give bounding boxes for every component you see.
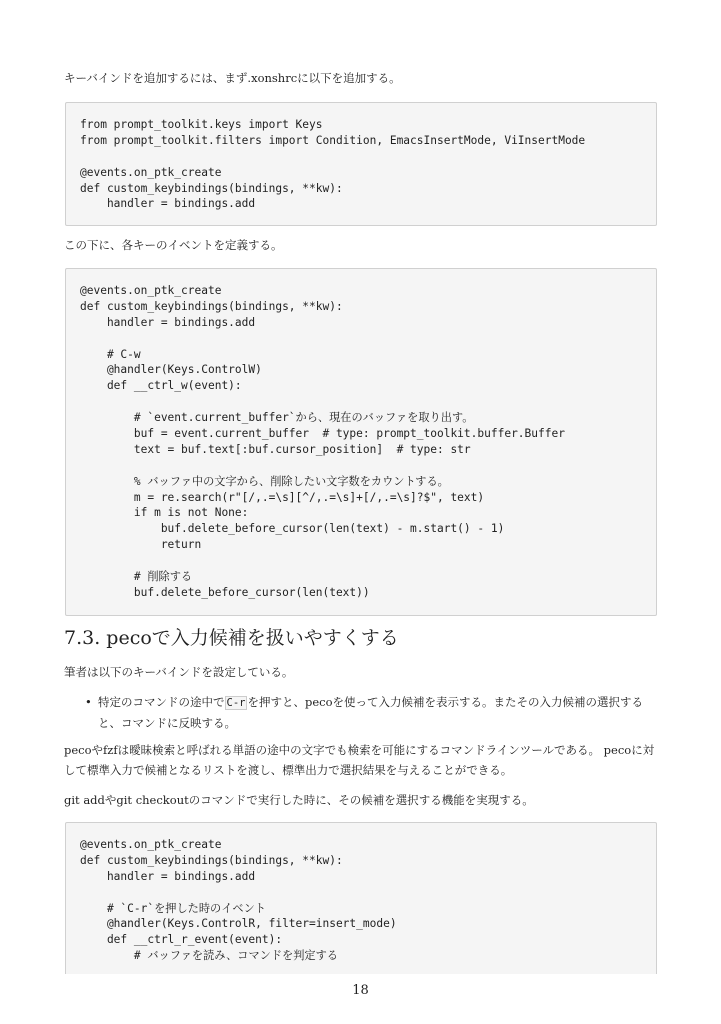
paragraph-author-keybindings: 筆者は以下のキーバインドを設定している。 (64, 665, 294, 679)
code-line (80, 331, 642, 347)
bullet-text-before: 特定のコマンドの途中で (98, 695, 225, 709)
code-line: buf.delete_before_cursor(len(text)) (80, 585, 370, 599)
code-line: handler = bindings.add (80, 869, 256, 883)
code-line (80, 394, 642, 410)
bullet-text (98, 692, 662, 733)
code-line: def custom_keybindings(bindings, **kw): (80, 853, 343, 867)
code-line: def __ctrl_w(event): (80, 379, 242, 393)
code-line (80, 458, 642, 474)
code-line: # 削除する (80, 570, 193, 584)
paragraph-git-feature: git addやgit checkoutのコマンドで実行した時に、その候補を選択する機能を実現する。 (64, 793, 534, 807)
paragraph-define-events: この下に、各キーのイベントを定義する。 (64, 238, 283, 252)
code-block-ctrl-r (65, 822, 657, 974)
code-line: @handler(Keys.ControlW) (80, 363, 262, 377)
code-line: @events.on_ptk_create (80, 838, 222, 851)
code-line: @handler(Keys.ControlR, filter=insert_mode) (80, 917, 397, 931)
code-line: handler = bindings.add (80, 197, 256, 211)
bullet-marker: • (85, 695, 92, 709)
code-line: m = re.search(r"[/,.=\s][^/,.=\s]+[/,.=\s]?$", text) (80, 490, 485, 504)
code-line: handler = bindings.add (80, 315, 256, 329)
code-line (80, 885, 642, 901)
code-line (80, 553, 642, 569)
code-block-imports (65, 102, 657, 226)
code-line: % バッファ中の文字から、削除したい文字数をカウントする。 (80, 474, 449, 488)
code-line: def __ctrl_r_event(event): (80, 933, 283, 947)
code-line: # バッファを読み、コマンドを判定する (80, 949, 338, 963)
code-line: @events.on_ptk_create (80, 165, 222, 179)
bullet-text-after: を押すと、pecoを使って入力候補を表示する。またその入力候補の選択すると、コマンドに反映する。 (98, 695, 643, 730)
code-line: text = buf.text[:buf.cursor_position] # type: str (80, 442, 471, 456)
inline-code-ctrl-r: C-r (226, 697, 246, 709)
code-line: # `C-r`を押した時のイベント (80, 901, 266, 915)
code-line: buf = event.current_buffer # type: prompt_toolkit.buffer.Buffer (80, 427, 565, 441)
code-block-ctrl-w (65, 268, 657, 616)
code-line: def custom_keybindings(bindings, **kw): (80, 299, 343, 313)
code-line: # `event.current_buffer`から、現在のバッファを取り出す。 (80, 411, 474, 425)
paragraph-peco-description: pecoやfzfは曖昧検索と呼ばれる単語の途中の文字でも検索を可能にするコマンドラインツールである。 pecoに対して標準入力で候補となるリストを渡し、標準出力で選択結果を与えることができる。 (64, 743, 655, 777)
code-line: buf.delete_before_cursor(len(text) - m.start() - 1) (80, 522, 505, 536)
code-line: # C-w (80, 347, 141, 361)
code-line: def custom_keybindings(bindings, **kw): (80, 181, 343, 195)
code-line: @events.on_ptk_create (80, 284, 222, 297)
list-item (64, 692, 662, 733)
section-heading: 7.3. pecoで入力候補を扱いやすくする (64, 627, 399, 649)
code-line: from prompt_toolkit.filters import Condition, EmacsInsertMode, ViInsertMode (80, 133, 586, 147)
paragraph-keybinding-intro: キーバインドを追加するには、まず.xonshrcに以下を追加する。 (64, 71, 401, 85)
code-line: if m is not None: (80, 506, 249, 520)
code-line (80, 149, 642, 165)
code-line: from prompt_toolkit.keys import Keys (80, 118, 323, 131)
page-number: 18 (352, 983, 369, 998)
code-line: return (80, 538, 202, 552)
bullet-list (64, 692, 662, 733)
